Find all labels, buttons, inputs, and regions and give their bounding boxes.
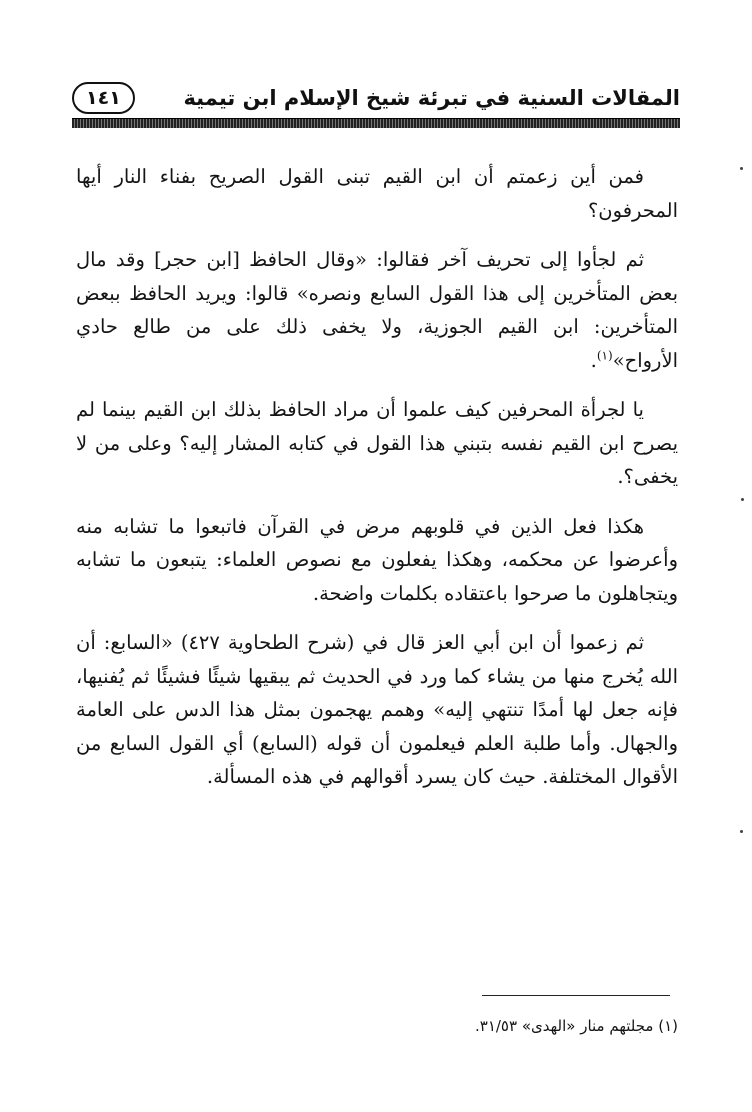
paragraph-5: ثم زعموا أن ابن أبي العز قال في (شرح الطحاوية ٤٢٧) «السابع: أن الله يُخرج منها من يشاء كما ورد في الحديث ثم يبقيها شيئًا فشيئًا ثم يُفنيها، فإنه جعل لها أمدًا تنتهي إليه» وهمم يهجمون بمثل هذا الدس على العامة والجهال. وأما طلبة العلم فيعلمون أن قوله (السابع) أي القول السابع من الأقوال المختلفة. حيث كان يسرد أقوالهم في هذه المسألة. bbox=[76, 631, 678, 788]
paragraph-4: هكذا فعل الذين في قلوبهم مرض في القرآن فاتبعوا ما تشابه منه وأعرضوا عن محكمه، وهكذا يفعلون مع نصوص العلماء: يتبعون ما تشابه ويتجاهلون ما صرحوا باعتقاده بكلمات واضحة. bbox=[76, 514, 678, 605]
page-header bbox=[72, 78, 680, 118]
footnote-separator bbox=[482, 995, 670, 996]
running-title: المقالات السنية في تبرئة شيخ الإسلام ابن تيمية bbox=[183, 86, 680, 110]
paragraph-2 bbox=[76, 243, 678, 377]
scan-mark bbox=[740, 167, 743, 170]
body-text bbox=[76, 160, 678, 794]
paragraph-2-end: . bbox=[590, 348, 597, 372]
page-number: ١٤١ bbox=[72, 82, 135, 114]
footnote-marker: (١) bbox=[596, 348, 613, 362]
scan-mark bbox=[741, 498, 744, 501]
scan-mark bbox=[740, 830, 743, 833]
paragraph-3: يا لجرأة المحرفين كيف علموا أن مراد الحافظ بذلك ابن القيم بينما لم يصرح ابن القيم نفسه بتبني هذا القول في كتابه المشار إليه؟ وعلى من لا يخفى؟. bbox=[76, 398, 678, 488]
paragraph-2-text: ثم لجأوا إلى تحريف آخر فقالوا: «وقال الحافظ [ابن حجر] وقد مال بعض المتأخرين إلى هذا القول السابع ونصره» قالوا: ويريد الحافظ ببعض المتأخرين: ابن القيم الجوزية، ولا يخفى ذلك على من طالع حادي الأرواح» bbox=[76, 248, 678, 372]
header-rule bbox=[72, 118, 680, 128]
footnote: (١) مجلتهم منار «الهدى» ٣١/٥٣. bbox=[474, 1017, 678, 1035]
paragraph-1: فمن أين زعمتم أن ابن القيم تبنى القول الصريح بفناء النار أيها المحرفون؟ bbox=[76, 165, 678, 222]
